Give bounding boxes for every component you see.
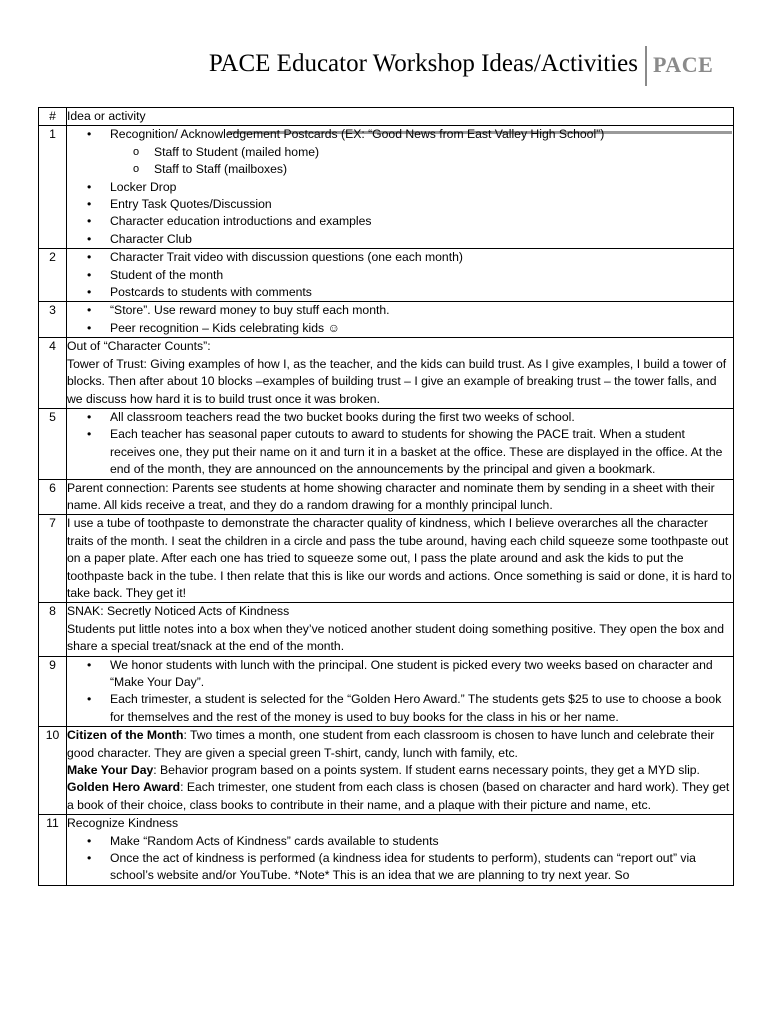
paragraph: Out of “Character Counts”: bbox=[67, 339, 211, 354]
bullet-list bbox=[67, 302, 733, 337]
list-item: • We honor students with lunch with the principal. One student is picked every two weeks based on character and “Make Your Day”. bbox=[110, 657, 733, 692]
row-number: 4 bbox=[39, 338, 67, 409]
row-idea bbox=[67, 126, 734, 249]
table-row bbox=[39, 515, 734, 603]
table-row bbox=[39, 815, 734, 886]
list-item: • Student of the month bbox=[110, 267, 733, 284]
list-item-text: Recognition/ Acknowledgement Postcards (EX: “Good News from East Valley High School”) bbox=[110, 127, 605, 142]
paragraph bbox=[67, 762, 733, 779]
bullet-list bbox=[67, 657, 733, 727]
item-label: Citizen of the Month bbox=[67, 728, 184, 743]
list-item: • Character Trait video with discussion questions (one each month) bbox=[110, 249, 733, 266]
table-row bbox=[39, 727, 734, 815]
row-idea bbox=[67, 338, 734, 409]
item-label: Make Your Day bbox=[67, 763, 154, 778]
sub-list-item: o Staff to Staff (mailboxes) bbox=[154, 161, 733, 178]
row-idea bbox=[67, 249, 734, 302]
item-text: : Behavior program based on a points system. If student earns necessary points, they get a MYD slip. bbox=[153, 763, 700, 778]
row-idea bbox=[67, 408, 734, 479]
table-row bbox=[39, 603, 734, 656]
table-row bbox=[39, 302, 734, 338]
sub-list-item: o Staff to Student (mailed home) bbox=[154, 144, 733, 161]
list-item: • All classroom teachers read the two bucket books during the first two weeks of school. bbox=[110, 409, 733, 426]
row-idea bbox=[67, 815, 734, 886]
table-row bbox=[39, 126, 734, 249]
row-idea bbox=[67, 302, 734, 338]
list-item: • Peer recognition – Kids celebrating kids ☺ bbox=[110, 320, 733, 337]
ideas-table bbox=[38, 107, 734, 886]
bullet-list bbox=[67, 249, 733, 301]
paragraph: Recognize Kindness bbox=[67, 816, 179, 831]
row-number: 1 bbox=[39, 126, 67, 249]
list-item: • Each teacher has seasonal paper cutouts to award to students for showing the PACE trait. When a student receives one, they put their name on it and turn it in a basket at the office. These are displayed in the office. At the end of the month, they are announced on the announcements by the principal and given a bookmark. bbox=[110, 426, 733, 478]
paragraph: Parent connection: Parents see students at home showing character and nominate them by sending in a sheet with their name. All kids receive a treat, and they do a random drawing for a monthly principal lunch. bbox=[67, 480, 715, 512]
item-text: : Two times a month, one student from each classroom is chosen to have lunch and celebrate their good character. They are given a special green T-shirt, candy, lunch with family, etc. bbox=[67, 728, 715, 760]
row-number: 6 bbox=[39, 479, 67, 515]
row-number: 8 bbox=[39, 603, 67, 656]
list-item: • Locker Drop bbox=[110, 179, 733, 196]
bullet-list bbox=[67, 409, 733, 479]
table-row bbox=[39, 656, 734, 727]
table-row bbox=[39, 479, 734, 515]
row-number: 3 bbox=[39, 302, 67, 338]
row-idea bbox=[67, 603, 734, 656]
row-number: 7 bbox=[39, 515, 67, 603]
sub-bullet-list bbox=[110, 144, 733, 179]
list-item: • Make “Random Acts of Kindness” cards available to students bbox=[110, 833, 733, 850]
column-header-idea: Idea or activity bbox=[67, 108, 734, 126]
list-item: • “Store”. Use reward money to buy stuff each month. bbox=[110, 302, 733, 319]
row-number: 11 bbox=[39, 815, 67, 886]
bullet-list bbox=[67, 833, 733, 885]
item-label: Golden Hero Award bbox=[67, 780, 181, 795]
header-divider bbox=[645, 46, 647, 86]
paragraph: I use a tube of toothpaste to demonstrate the character quality of kindness, which I believe overarches all the character traits of the month. I seat the children in a circle and pass the tube around, having each child squeeze some toothpaste out on a paper plate. After each one has tried to squeeze some out, I pass the plate around and ask the kids to put the toothpaste back in the tube. I then relate that this is like our words and actions. Once something is said or done, it is hard to take back. They get it! bbox=[67, 516, 732, 600]
bullet-list bbox=[67, 126, 733, 248]
list-item: • Once the act of kindness is performed (a kindness idea for students to perform), students can “report out” via school’s website and/or YouTube. *Note* This is an idea that we are planning to try next year. So bbox=[110, 850, 733, 885]
paragraph: Tower of Trust: Giving examples of how I, as the teacher, and the kids can build trust. As I give examples, I build a tower of blocks. Then after about 10 blocks –examples of building trust – I give an example of breaking trust – the tower falls, and we discuss how hard it is to build trust once it was broken. bbox=[67, 356, 727, 406]
page-title: PACE Educator Workshop Ideas/Activities bbox=[208, 50, 638, 77]
row-idea bbox=[67, 656, 734, 727]
table-row bbox=[39, 249, 734, 302]
page-header bbox=[0, 44, 770, 90]
paragraph: SNAK: Secretly Noticed Acts of Kindness bbox=[67, 604, 290, 619]
row-idea bbox=[67, 515, 734, 603]
paragraph: Students put little notes into a box when they’ve noticed another student doing something positive. They open the box and share a special treat/snack at the end of the month. bbox=[67, 621, 724, 654]
list-item: • Entry Task Quotes/Discussion bbox=[110, 196, 733, 213]
table-row bbox=[39, 338, 734, 409]
column-header-number: # bbox=[39, 108, 67, 126]
paragraph bbox=[67, 779, 733, 814]
item-text: : Each trimester, one student from each class is chosen (based on character and hard work). They get a book of their choice, class books to contribute in their name, and a plaque with their picture and name, etc. bbox=[67, 780, 730, 812]
pace-logo: PACE bbox=[653, 52, 714, 77]
row-number: 9 bbox=[39, 656, 67, 727]
list-item: • Character Club bbox=[110, 231, 733, 248]
paragraph bbox=[67, 727, 733, 762]
row-number: 10 bbox=[39, 727, 67, 815]
row-idea bbox=[67, 479, 734, 515]
list-item: • Each trimester, a student is selected for the “Golden Hero Award.” The students gets $25 to use to choose a book for themselves and the rest of the money is used to buy books for the class in his or her name. bbox=[110, 691, 733, 726]
table-header-row bbox=[39, 108, 734, 126]
list-item bbox=[110, 126, 733, 178]
list-item: • Character education introductions and examples bbox=[110, 213, 733, 230]
row-idea bbox=[67, 727, 734, 815]
list-item: • Postcards to students with comments bbox=[110, 284, 733, 301]
table-row bbox=[39, 408, 734, 479]
row-number: 5 bbox=[39, 408, 67, 479]
row-number: 2 bbox=[39, 249, 67, 302]
